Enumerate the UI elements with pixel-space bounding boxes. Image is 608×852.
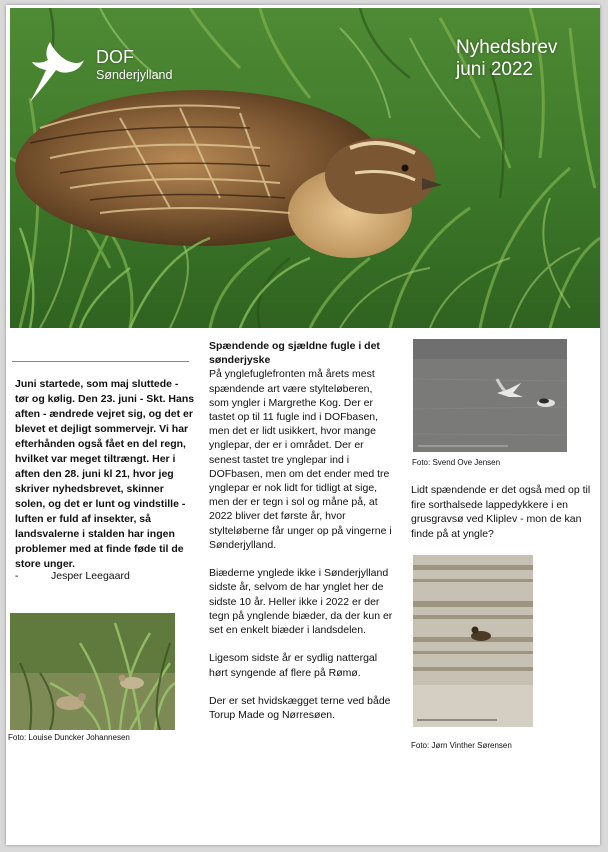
signature — [15, 569, 195, 584]
newsletter-page — [6, 5, 600, 845]
article-paragraph: Ligesom sidste år er sydlig nattergal hørt syngende af flere på Rømø. — [209, 652, 378, 679]
side-note: Lidt spændende er det også med op til fire sorthalsede lappedykkere i en grusgravsø ved Kliplev - mon de kan finde på at yngle? — [411, 484, 591, 540]
article-paragraph: Der er set hvidskægget terne ved både Torup Made og Nørresøen. — [209, 695, 391, 722]
caption-bottom-right: Foto: Jørn Vinther Sørensen — [411, 741, 512, 750]
dof-logo[interactable] — [26, 40, 176, 110]
divider — [12, 361, 189, 362]
title-line-1: Nyhedsbrev — [456, 37, 558, 58]
tern-photo — [413, 339, 567, 452]
article-column — [209, 339, 395, 737]
title-line-2: juni 2022 — [456, 59, 534, 80]
logo-region: Sønderjylland — [96, 68, 173, 82]
grebe-photo — [413, 555, 533, 727]
bird-logo-icon — [26, 40, 88, 106]
sandpiper-photo — [10, 613, 175, 730]
intro-text: Juni startede, som maj sluttede - tør og kølig. Den 23. juni - Skt. Hans aften - ændrede vejret sig, og det er blevet et dejligt sommervejr. Vi har efterhånden også fået en del regn, hvilket var meget tiltrængt. Her i aften den 28. juni kl 21, hvor jeg skriver nyhedsbrevet, skinner solen, og det er lunt og vindstille - luften er fuld af insekter, så landsvalerne i stalden har ingen problemer med at finde føde til de store unger. — [15, 378, 195, 570]
article-paragraph: Biæderne ynglede ikke i Sønderjylland sidste år, selvom de har ynglet her de sidste 10 år. Heller ikke i 2022 er der tegn på ynglende biæder, da der kun er set en enkelt biæder i landsdelen. — [209, 567, 393, 637]
article-paragraph: På ynglefuglefronten må årets mest spændende art være stylteløberen, som yngler i Margrethe Kog. Der er tastet op til 11 fugle ind i DOFbasen, men det er lidt usikkert, hvor mange ynglepar, der er i området. Der er senest tastet tre ynglepar ind i DOFbasen, men om det ender med tre ynglepar er nok lidt for tidligt at sige, men der er tegn i sol og måne på, at 2022 bliver det første år, hvor stylteløberne får unger op på vingerne i Sønderjylland. — [209, 368, 392, 551]
signature-dash: - — [15, 570, 19, 582]
logo-name: DOF — [96, 47, 134, 67]
signature-name: Jesper Leegaard — [51, 570, 130, 582]
caption-left: Foto: Louise Duncker Johannesen — [8, 733, 130, 742]
article-heading: Spændende og sjældne fugle i det sønderjyske — [209, 340, 380, 367]
newsletter-title — [456, 37, 557, 81]
header-photo — [10, 8, 600, 328]
caption-top-right: Foto: Svend Ove Jensen — [412, 458, 501, 467]
